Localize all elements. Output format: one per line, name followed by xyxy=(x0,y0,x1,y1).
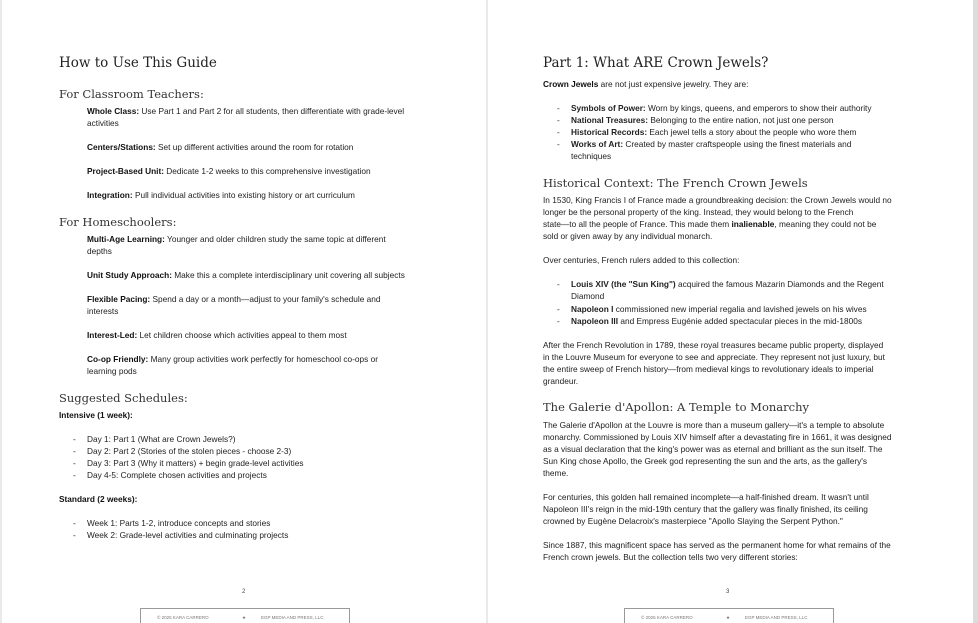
scrollbar[interactable] xyxy=(973,0,978,623)
footer-copyright: © 2025 KARA CARRERO xyxy=(157,615,209,620)
teachers-item: Integration: Pull individual activities into existing history or art curriculum xyxy=(87,190,355,200)
list-item: - Louis XIV (the "Sun King") acquired the famous Mazarin Diamonds and the Regent Diamond xyxy=(557,279,884,301)
intensive-label: Intensive (1 week): xyxy=(59,410,133,420)
context-paragraph: After the French Revolution in 1789, these royal treasures became public property, displayed in the Louvre Museum for everyone to see and appreciate. They represent not just luxury, but the entire sweep of French history—from medieval kings to revolutionary ideals to imperial grandeur. xyxy=(543,340,885,386)
footer-publisher: EGP MEDIA AND PRESS, LLC xyxy=(261,615,324,620)
footer-box xyxy=(624,608,834,623)
galerie-heading: The Galerie d'Apollon: A Temple to Monarchy xyxy=(543,400,809,414)
schedules-heading: Suggested Schedules: xyxy=(59,391,188,405)
list-item: - Day 2: Part 2 (Stories of the stolen pieces - choose 2-3) xyxy=(73,446,292,456)
galerie-paragraph: For centuries, this golden hall remained incomplete—a half-finished dream. It wasn't until Napoleon III's reign in the mid-19th century that the gallery was finally finished, its ceiling crowned by Eugène Delacroix's masterpiece "Apollo Slaying the Serpent Python." xyxy=(543,492,869,526)
list-item: - Historical Records: Each jewel tells a story about the people who wore them xyxy=(557,127,857,137)
galerie-paragraph: The Galerie d'Apollon at the Louvre is more than a museum gallery—it's a temple to absolute monarchy. Commissioned by Louis XIV himself after a devastating fire in 1661, it was designed as a visual declaration that the king's power was as eternal and brilliant as the sun itself. The Sun King chose Apollo, the Greek god representing the sun and the arts, as the gallery's theme. xyxy=(543,420,892,478)
context-paragraph: In 1530, King Francis I of France made a groundbreaking decision: the Crown Jewels would no longer be the personal property of the king. Instead, they would belong to the French state—to all the people of France. This made them inalienable, meaning they could not be sold or given away by any individual monarch. xyxy=(543,195,892,241)
teachers-heading: For Classroom Teachers: xyxy=(59,87,204,101)
galerie-paragraph: Since 1887, this magnificent space has served as the permanent home for what remains of the French crown jewels. But the collection tells two very different stories: xyxy=(543,540,891,562)
homeschoolers-heading: For Homeschoolers: xyxy=(59,215,177,229)
list-item: - National Treasures: Belonging to the entire nation, not just one person xyxy=(557,115,834,125)
page-2 xyxy=(2,0,486,623)
page-title: How to Use This Guide xyxy=(59,55,217,71)
homeschool-item: Flexible Pacing: Spend a day or a month—adjust to your family's schedule and interests xyxy=(87,294,381,316)
teachers-item: Whole Class: Use Part 1 and Part 2 for all students, then differentiate with grade-level activities xyxy=(87,106,405,128)
teachers-item: Centers/Stations: Set up different activities around the room for rotation xyxy=(87,142,354,152)
context-paragraph: Over centuries, French rulers added to this collection: xyxy=(543,255,740,265)
footer-copyright: © 2025 KARA CARRERO xyxy=(641,615,693,620)
teachers-item: Project-Based Unit: Dedicate 1-2 weeks to this comprehensive investigation xyxy=(87,166,371,176)
list-item: - Works of Art: Created by master craftspeople using the finest materials and techniques xyxy=(557,139,852,161)
page-number: 2 xyxy=(242,589,246,595)
star-icon: ★ xyxy=(726,615,731,620)
homeschool-item: Multi-Age Learning: Younger and older children study the same topic at different depths xyxy=(87,234,386,256)
intro-text: Crown Jewels are not just expensive jewelry. They are: xyxy=(543,79,749,89)
homeschool-item: Unit Study Approach: Make this a complete interdisciplinary unit covering all subjects xyxy=(87,270,405,280)
star-icon: ★ xyxy=(242,615,247,620)
list-item: - Napoleon III and Empress Eugénie added spectacular pieces in the mid-1800s xyxy=(557,316,863,326)
list-item: - Symbols of Power: Worn by kings, queens, and emperors to show their authority xyxy=(557,103,872,113)
page-number: 3 xyxy=(726,589,730,595)
list-item: - Week 2: Grade-level activities and culminating projects xyxy=(73,530,289,540)
list-item: - Day 3: Part 3 (Why it matters) + begin grade-level activities xyxy=(73,458,304,468)
list-item: - Day 4-5: Complete chosen activities and projects xyxy=(73,470,267,480)
list-item: - Week 1: Parts 1-2, introduce concepts and stories xyxy=(73,518,271,528)
footer-publisher: EGP MEDIA AND PRESS, LLC xyxy=(745,615,808,620)
page-title: Part 1: What ARE Crown Jewels? xyxy=(543,55,769,71)
homeschool-item: Interest-Led: Let children choose which activities appeal to them most xyxy=(87,330,347,340)
context-heading: Historical Context: The French Crown Jewels xyxy=(543,176,808,190)
list-item: - Day 1: Part 1 (What are Crown Jewels?) xyxy=(73,434,236,444)
page-3 xyxy=(488,0,973,623)
standard-label: Standard (2 weeks): xyxy=(59,494,138,504)
list-item: - Napoleon I commissioned new imperial regalia and lavished jewels on his wives xyxy=(557,304,867,314)
homeschool-item: Co-op Friendly: Many group activities work perfectly for homeschool co-ops or learning pods xyxy=(87,354,378,376)
footer-box xyxy=(140,608,350,623)
